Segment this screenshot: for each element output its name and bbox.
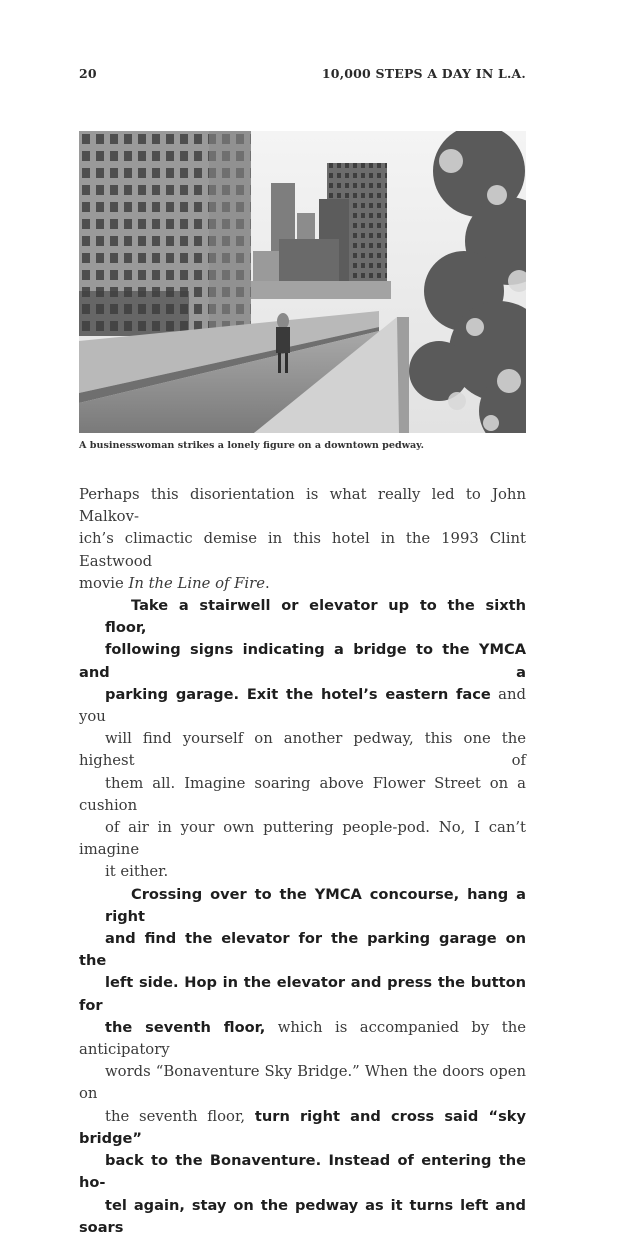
directions-text: Take a stairwell or elevator up to the sixth floor,: [105, 597, 526, 637]
directions-text: back to the Bonaventure. Instead of entering the ho-: [79, 1152, 526, 1192]
directions-text: the seventh floor,: [105, 1018, 266, 1036]
pedway-photo: [79, 131, 526, 433]
movie-title: In the Line of Fire: [128, 574, 265, 592]
text-line: movie In the Line of Fire.: [79, 574, 270, 592]
text-line: the seventh floor, turn right and cross said “sky bridge”: [79, 1107, 527, 1147]
directions-text: parking garage. Exit the hotel’s eastern face: [105, 685, 491, 703]
text-line: it either.: [105, 863, 169, 881]
paragraph-1: [79, 484, 526, 595]
directions-text: and find the elevator for the parking garage on the: [79, 930, 526, 970]
text-line: words “Bonaventure Sky Bridge.” When the doors open on: [79, 1063, 526, 1103]
body-text: [79, 484, 526, 1239]
text-line: the seventh floor, which is accompanied by the anticipatory: [79, 1018, 526, 1059]
directions-text: tel again, stay on the pedway as it turns left and soars: [79, 1196, 526, 1236]
book-title: 10,000 STEPS A DAY IN L.A.: [321, 66, 526, 81]
directions-text: following signs indicating a bridge to the YMCA and a: [79, 641, 526, 681]
directions-text: turn right and cross said “sky bridge”: [79, 1107, 527, 1147]
page-number: 20: [79, 66, 97, 81]
paragraph-2: [79, 595, 526, 884]
paragraph-3: [79, 884, 526, 1239]
directions-text: left side. Hop in the elevator and press the button for: [79, 974, 526, 1014]
text-line: ich’s climactic demise in this hotel in the 1993 Clint Eastwood: [79, 530, 526, 570]
text-line: Perhaps this disorientation is what really led to John Malkov-: [79, 486, 526, 526]
running-header: [79, 66, 526, 84]
text-line: them all. Imagine soaring above Flower Street on a cushion: [79, 774, 526, 814]
photo-caption: A businesswoman strikes a lonely figure on a downtown pedway.: [79, 440, 424, 451]
text-line: parking garage. Exit the hotel’s eastern face and you: [79, 685, 526, 726]
text-line: of air in your own puttering people-pod. No, I can’t imagine: [79, 819, 526, 859]
directions-text: Crossing over to the YMCA concourse, hang a right: [105, 885, 526, 925]
text-line: will find yourself on another pedway, this one the highest of: [79, 730, 526, 770]
